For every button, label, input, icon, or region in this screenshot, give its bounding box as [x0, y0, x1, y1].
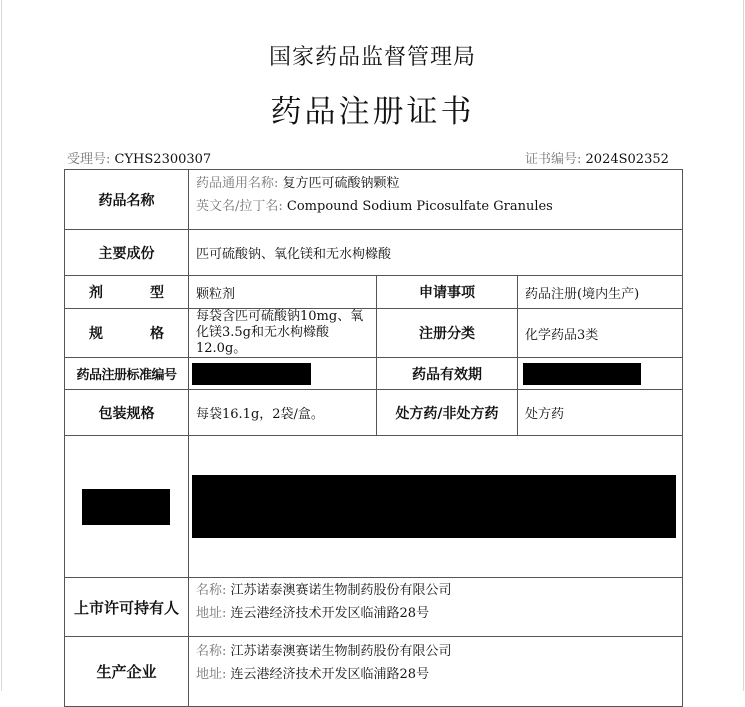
ingredients-label: 主要成份: [65, 230, 189, 276]
dosage-form-label-a: 剂: [89, 285, 103, 301]
mah-address-label: 地址:: [196, 606, 227, 621]
specification-label: [65, 309, 189, 358]
rx-type-label: 处方药/非处方药: [377, 390, 518, 436]
row-packaging: [65, 390, 683, 436]
redacted-label: [65, 436, 189, 578]
generic-name-label: 药品通用名称:: [196, 176, 279, 191]
specification-label-a: 规: [89, 326, 103, 342]
row-mah: [65, 578, 683, 637]
dosage-form-value: 颗粒剂: [189, 276, 377, 309]
packaging-value: 每袋16.1g，2袋/盒。: [189, 390, 377, 436]
row-ingredients: [65, 230, 683, 276]
row-manufacturer: [65, 637, 683, 707]
drug-name-cell: [189, 170, 683, 230]
mah-name-label: 名称:: [196, 583, 227, 598]
row-drug-name: [65, 170, 683, 230]
certificate-number: [525, 148, 669, 167]
rx-type-value: 处方药: [518, 390, 683, 436]
manufacturer-name-label: 名称:: [196, 644, 227, 659]
row-specification: [65, 309, 683, 358]
english-name-label: 英文名/拉丁名:: [196, 199, 283, 214]
packaging-label: 包装规格: [65, 390, 189, 436]
specification-label-b: 格: [150, 326, 164, 342]
specification-line-2: 化镁3.5g和无水枸橼酸12.0g。: [196, 325, 329, 356]
manufacturer-name-value: 江苏诺泰澳赛诺生物制药股份有限公司: [230, 644, 452, 659]
certificate-number-value: 2024S02352: [585, 152, 669, 167]
certificate-title: 药品注册证书: [270, 94, 475, 130]
acceptance-number-value: CYHS2300307: [114, 152, 212, 167]
application-label: 申请事项: [377, 276, 518, 309]
acceptance-number-label: 受理号:: [67, 152, 111, 167]
registration-class-value: 化学药品3类: [518, 309, 683, 358]
redaction-box: [192, 475, 676, 538]
row-redacted: [65, 436, 683, 578]
ingredients-value: 匹可硫酸钠、氧化镁和无水枸橼酸: [189, 230, 683, 276]
certificate-number-label: 证书编号:: [525, 152, 582, 167]
redaction-box: [523, 363, 641, 385]
row-standard-no: [65, 358, 683, 390]
mah-address-value: 连云港经济技术开发区临浦路28号: [230, 606, 430, 621]
mah-label: 上市许可持有人: [65, 578, 189, 637]
row-dosage-form: [65, 276, 683, 309]
generic-name-value: 复方匹可硫酸钠颗粒: [282, 176, 400, 191]
manufacturer-cell: [189, 637, 683, 707]
redacted-value: [189, 436, 683, 578]
validity-label: 药品有效期: [377, 358, 518, 390]
redaction-box: [192, 363, 311, 385]
manufacturer-address-value: 连云港经济技术开发区临浦路28号: [230, 667, 430, 682]
certificate-table: [64, 169, 683, 707]
english-name-value: Compound Sodium Picosulfate Granules: [286, 199, 553, 214]
manufacturer-label: 生产企业: [65, 637, 189, 707]
specification-line-1: 每袋含匹可硫酸钠10mg、氧: [196, 309, 364, 324]
redaction-box: [82, 489, 170, 525]
application-value: 药品注册(境内生产): [518, 276, 683, 309]
dosage-form-label-b: 型: [150, 285, 164, 301]
standard-no-label: 药品注册标准编号: [65, 358, 189, 390]
mah-cell: [189, 578, 683, 637]
registration-class-label: 注册分类: [377, 309, 518, 358]
manufacturer-address-label: 地址:: [196, 667, 227, 682]
standard-no-value: [189, 358, 377, 390]
specification-value: [189, 309, 377, 358]
acceptance-number: [67, 148, 211, 167]
mah-name-value: 江苏诺泰澳赛诺生物制药股份有限公司: [230, 583, 452, 598]
validity-value: [518, 358, 683, 390]
dosage-form-label: [65, 276, 189, 309]
drug-name-label: 药品名称: [65, 170, 189, 230]
issuing-agency: 国家药品监督管理局: [268, 45, 476, 70]
